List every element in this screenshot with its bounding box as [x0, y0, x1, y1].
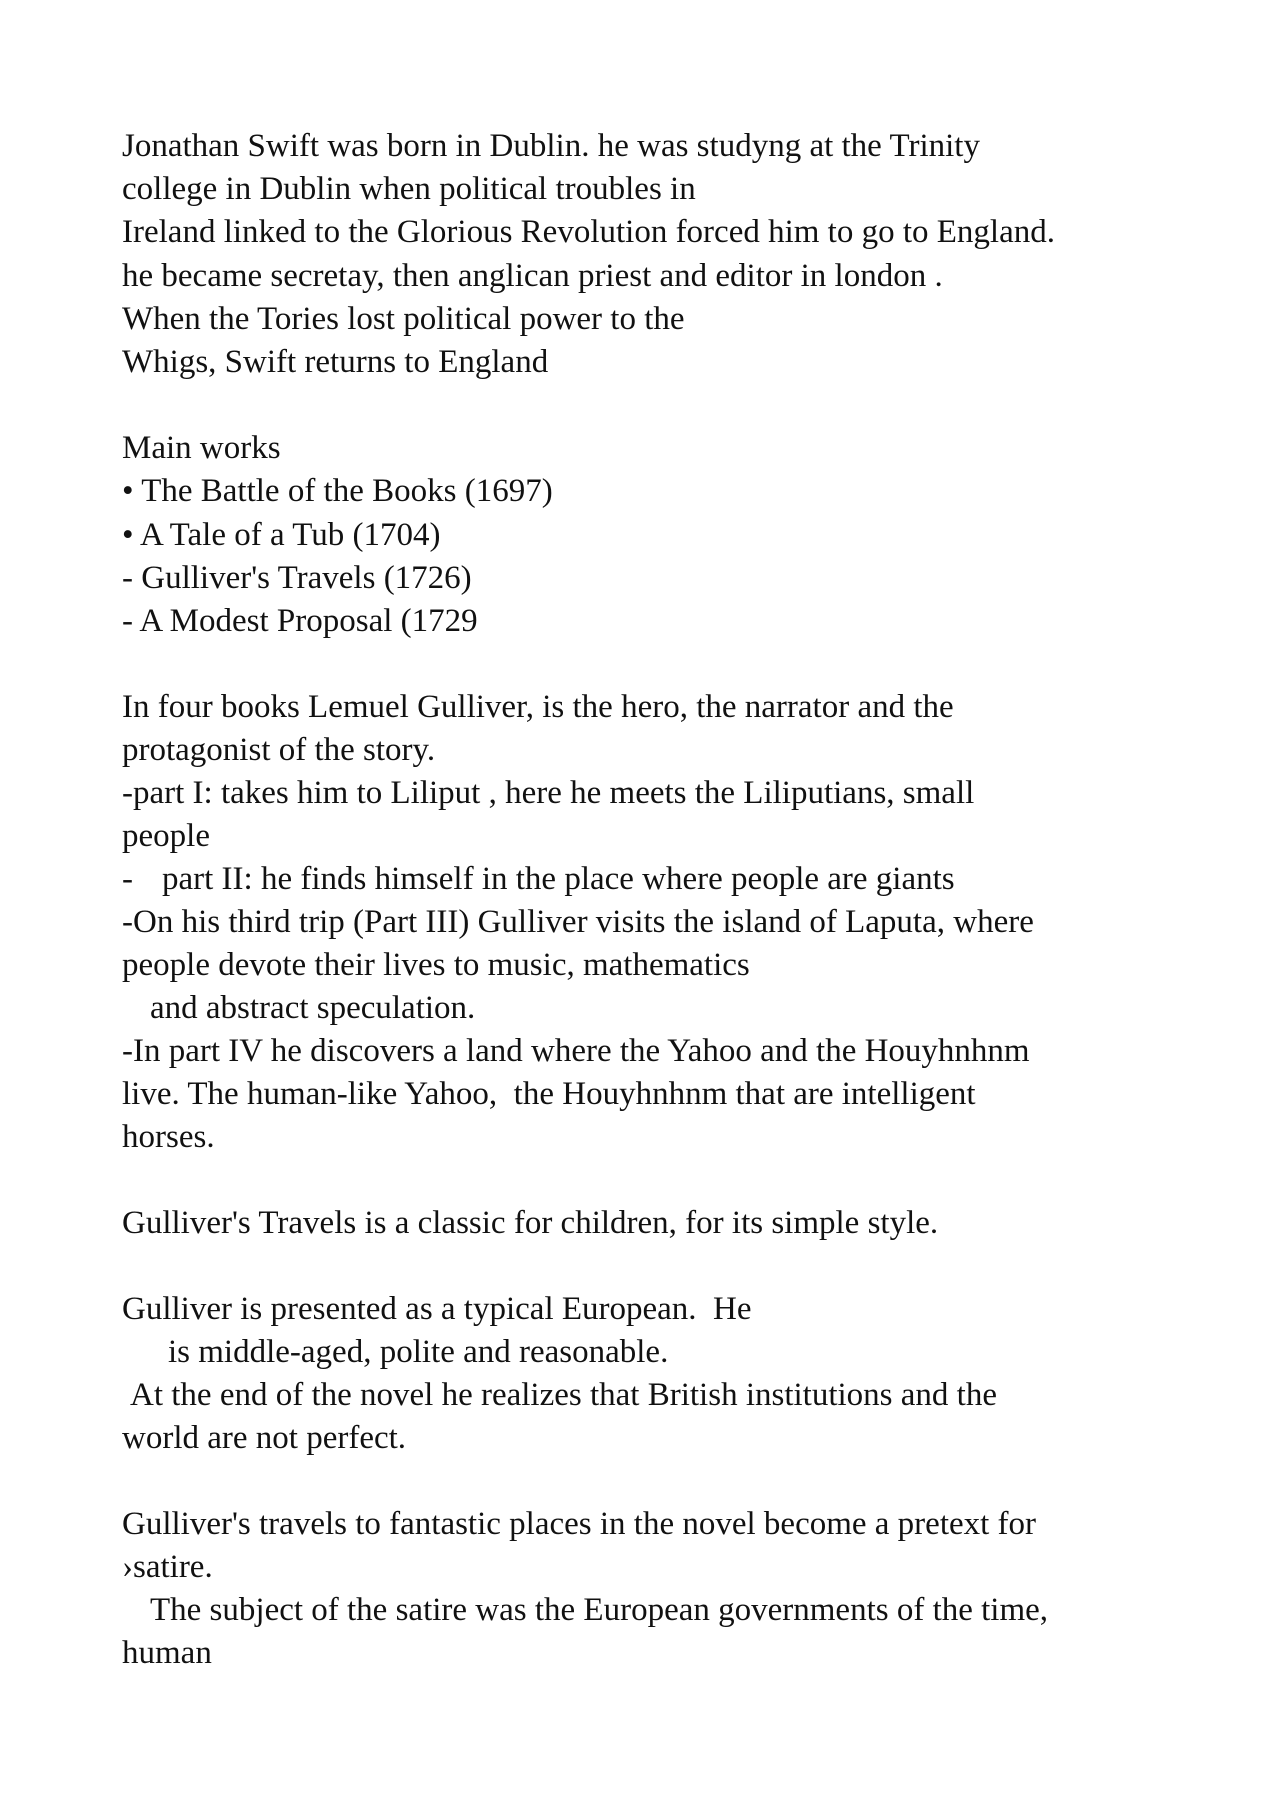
text-line: protagonist of the story. — [122, 732, 436, 768]
text-line: In four books Lemuel Gulliver, is the hero, the narrator and the — [122, 689, 954, 725]
text-line: world are not perfect. — [122, 1420, 407, 1456]
text-line: Gulliver's travels to fantastic places in the novel become a pretext for — [122, 1506, 1037, 1542]
text-line: When the Tories lost political power to the — [122, 301, 685, 337]
text-line: -In part IV he discovers a land where the Yahoo and the Houyhnhnm — [122, 1033, 1030, 1069]
text-line: ›satire. — [122, 1549, 213, 1585]
text-line: college in Dublin when political troubles in — [122, 171, 696, 207]
list-item: • A Tale of a Tub (1704) — [122, 517, 441, 553]
section-heading: Main works — [122, 430, 281, 466]
list-item: • The Battle of the Books (1697) — [122, 473, 553, 509]
text-line: is middle-aged, polite and reasonable. — [168, 1334, 669, 1370]
dash-marker: - — [122, 861, 133, 897]
text-line: -On his third trip (Part III) Gulliver visits the island of Laputa, where — [122, 904, 1034, 940]
text-line: live. The human-like Yahoo, the Houyhnhnm that are intelligent — [122, 1076, 976, 1112]
list-item: - A Modest Proposal (1729 — [122, 603, 478, 639]
text-line: Ireland linked to the Glorious Revolution forced him to go to England. — [122, 214, 1055, 250]
text-line: and abstract speculation. — [150, 990, 476, 1026]
text-line: -part I: takes him to Liliput , here he meets the Liliputians, small — [122, 775, 975, 811]
text-line: he became secretay, then anglican priest and editor in london . — [122, 258, 943, 294]
text-line: human — [122, 1635, 212, 1671]
text-line: Jonathan Swift was born in Dublin. he was studyng at the Trinity — [122, 128, 980, 164]
text-line: At the end of the novel he realizes that British institutions and the — [130, 1377, 997, 1413]
text-line-content: part II: he finds himself in the place where people are giants — [162, 861, 955, 897]
text-line: Gulliver's Travels is a classic for children, for its simple style. — [122, 1205, 939, 1241]
text-line — [122, 859, 955, 899]
text-line: horses. — [122, 1119, 215, 1155]
text-line: people — [122, 818, 210, 854]
list-item: - Gulliver's Travels (1726) — [122, 560, 472, 596]
text-line: Gulliver is presented as a typical European. He — [122, 1291, 752, 1327]
text-line: Whigs, Swift returns to England — [122, 344, 549, 380]
text-line: people devote their lives to music, mathematics — [122, 947, 750, 983]
text-line: The subject of the satire was the European governments of the time, — [150, 1592, 1049, 1628]
